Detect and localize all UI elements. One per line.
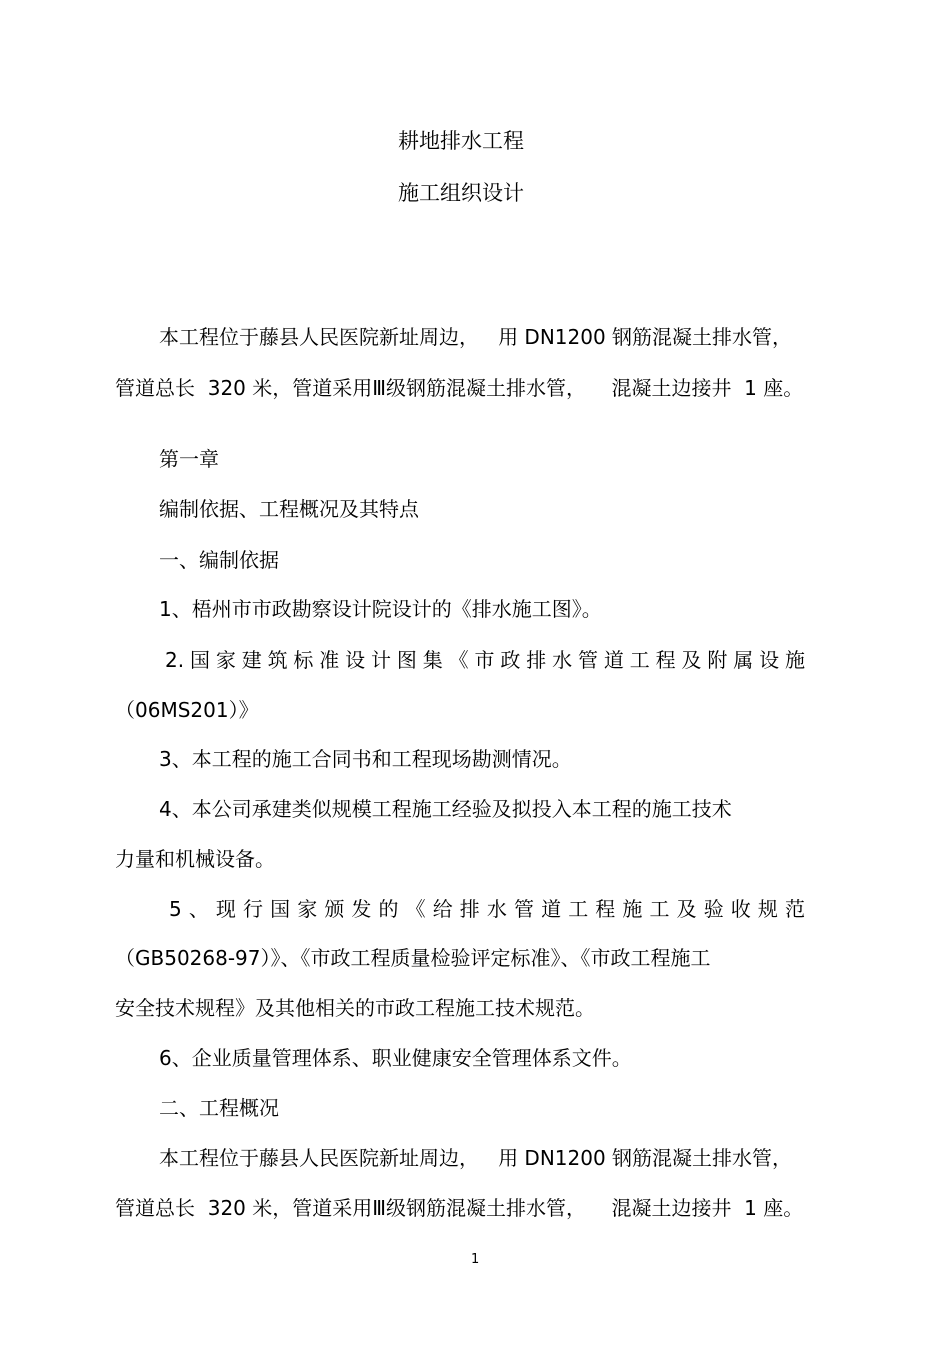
intro-line-2: 管道总长 320 米，管道采用Ⅲ级钢筋混凝土排水管， 混凝土边接井 1 座。 (115, 376, 804, 400)
basis-item-3: 3、本工程的施工合同书和工程现场勘测情况。 (159, 747, 572, 771)
intro-line-1: 本工程位于藤县人民医院新址周边， 用 DN1200 钢筋混凝土排水管， (159, 325, 793, 349)
chapter-number: 第一章 (159, 447, 219, 471)
basis-item-6: 6、企业质量管理体系、职业健康安全管理体系文件。 (159, 1046, 632, 1070)
basis-item-4-line-2: 力量和机械设备。 (115, 847, 275, 871)
basis-item-1: 1、梧州市市政勘察设计院设计的《排水施工图》。 (159, 597, 602, 621)
chapter-title: 编制依据、工程概况及其特点 (159, 497, 419, 521)
document-title: 耕地排水工程 (398, 129, 524, 153)
section-heading-overview: 二、工程概况 (159, 1096, 279, 1120)
basis-item-2-line-2: （06MS201）》 (115, 698, 259, 722)
document-subtitle: 施工组织设计 (398, 181, 524, 205)
basis-item-5-line-3: 安全技术规程》及其他相关的市政工程施工技术规范。 (115, 996, 595, 1020)
section-heading-basis: 一、编制依据 (159, 548, 279, 572)
page-number: 1 (471, 1252, 480, 1267)
overview-line-2: 管道总长 320 米，管道采用Ⅲ级钢筋混凝土排水管， 混凝土边接井 1 座。 (115, 1196, 804, 1220)
basis-item-5-line-2: （GB50268-97）》、《市政工程质量检验评定标准》、《市政工程施工 (115, 946, 711, 970)
basis-item-2-line-1: 2.国家建筑标准设计图集《市政排水管道工程及附属设施 (165, 648, 805, 672)
basis-item-4-line-1: 4、本公司承建类似规模工程施工经验及拟投入本工程的施工技术 (159, 797, 732, 821)
overview-line-1: 本工程位于藤县人民医院新址周边， 用 DN1200 钢筋混凝土排水管， (159, 1146, 793, 1170)
basis-item-5-line-1: 5、现行国家颁发的《给排水管道工程施工及验收规范 (169, 897, 805, 921)
